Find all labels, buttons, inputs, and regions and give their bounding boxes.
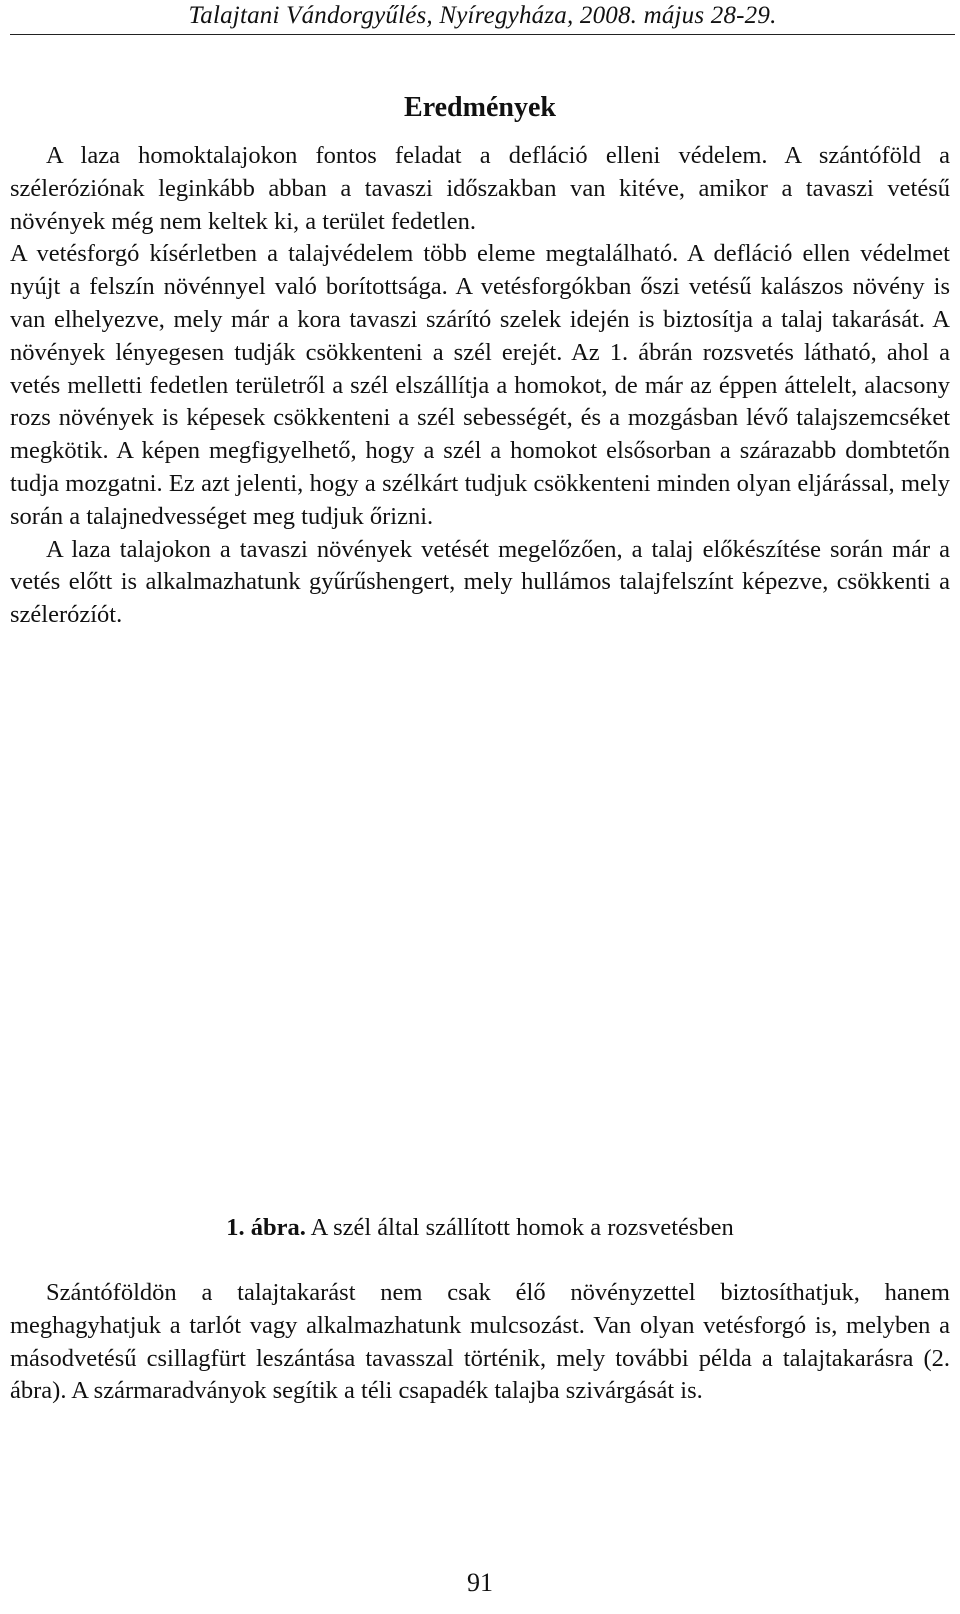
page-number: 91 bbox=[467, 1568, 493, 1597]
figure-caption-text: A szél által szállított homok a rozsvetésben bbox=[305, 1214, 734, 1241]
running-header bbox=[10, 0, 955, 35]
body-text-bottom bbox=[10, 1277, 950, 1408]
body-text-top bbox=[10, 140, 950, 632]
figure-caption bbox=[0, 1212, 960, 1244]
figure-placeholder bbox=[10, 720, 950, 1200]
section-title: Eredmények bbox=[404, 92, 556, 123]
running-title-italic: Talajtani Vándorgyűlés, bbox=[188, 2, 433, 29]
paragraph: A laza talajokon a tavaszi növények vetését megelőzően, a talaj előkészítése során már a vetés előtt is alkalmazhatunk gyűrűshengert, mely hullámos talajfelszínt képezve, csökkenti a szélerózíót. bbox=[10, 535, 950, 629]
paragraph: Szántóföldön a talajtakarást nem csak élő növényzettel biztosíthatjuk, hanem meghagyhatjuk a tarlót vagy alkalmazhatunk mulcsozást. Van olyan vetésforgó is, melyben a másodvetésű csillagfürt leszántása tavasszal történik, mely további példa a talajtakarásra (2. ábra). A szármaradványok segítik a téli csapadék talajba szivárgását is. bbox=[10, 1279, 950, 1405]
running-title-rest: Nyíregyháza, 2008. május 28-29. bbox=[432, 2, 777, 29]
paragraph: A vetésforgó kísérletben a talajvédelem több eleme megtalálható. A defláció ellen védelmet nyújt a felszín növénnyel való borítottsága. A vetésforgókban őszi vetésű kalászos növény is van elhelyezve, mely már a kora tavaszi szárító szelek idején is biztosítja a talaj takarását. A növények lényegesen tudják csökkenteni a szél erejét. Az 1. ábrán rozsvetés látható, ahol a vetés melletti fedetlen területről a szél elszállítja a homokot, de már az éppen áttelelt, alacsony rozs növények is képesek csökkenteni a szél sebességét, és a mozgásban lévő talajszemcséket megkötik. A képen megfigyelhető, hogy a szél a homokot elsősorban a szárazabb dombtetőn tudja mozgatni. Ez azt jelenti, hogy a szélkárt tudjuk csökkenteni minden olyan eljárással, mely során a talajnedvességet meg tudjuk őrizni. bbox=[10, 240, 950, 530]
figure-label: 1. ábra. bbox=[226, 1214, 306, 1241]
paragraph: A laza homoktalajokon fontos feladat a defláció elleni védelem. A szántóföld a széleróziónak leginkább abban a tavaszi időszakban van kitéve, amikor a tavaszi vetésű növények még nem keltek ki, a terület fedetlen. bbox=[10, 142, 950, 235]
